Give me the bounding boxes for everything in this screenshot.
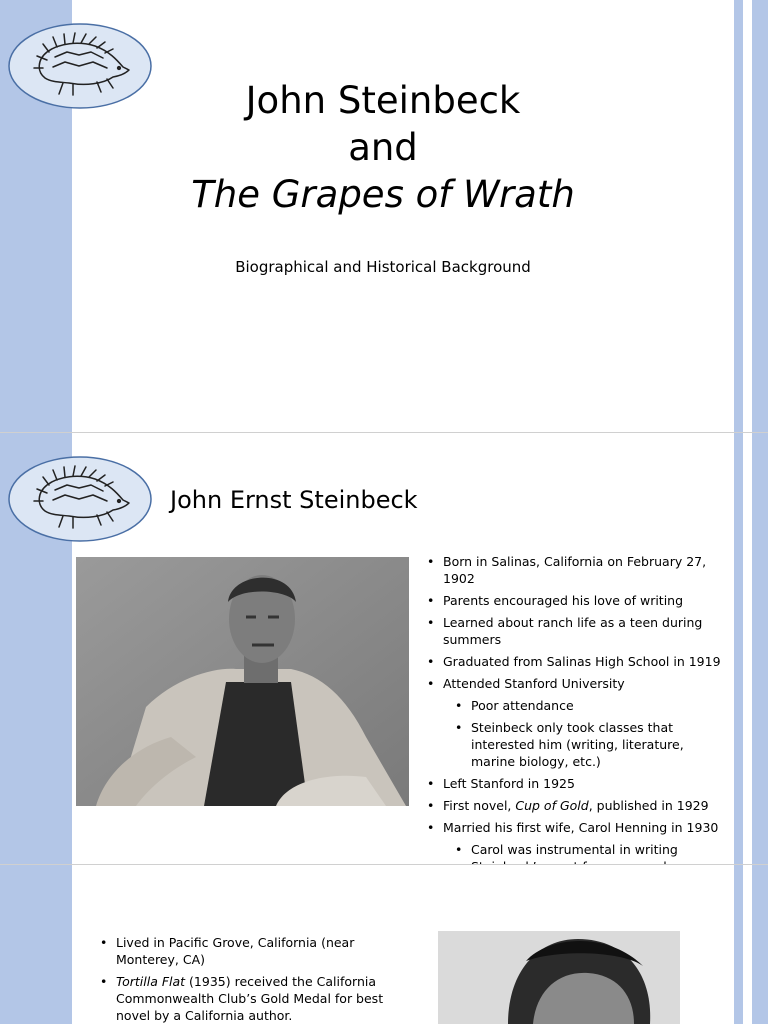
right-accent-band	[734, 865, 743, 1024]
steinbeck-photo	[76, 557, 409, 806]
right-accent-band-outer	[752, 0, 768, 432]
title-slide	[0, 0, 768, 432]
list-item: • Parents encouraged his love of writing	[423, 592, 728, 609]
list-item: • Learned about ranch life as a teen during summers	[423, 614, 728, 648]
hedgehog-logo-icon	[7, 455, 153, 543]
subtitle: Biographical and Historical Background	[235, 258, 531, 276]
left-accent-band	[0, 865, 72, 1024]
list-item: • Lived in Pacific Grove, California (near Monterey, CA)	[96, 934, 416, 968]
list-item: • Tortilla Flat (1935) received the California Commonwealth Club’s Gold Medal for best novel by a California author.	[96, 973, 416, 1024]
list-item: • Born in Salinas, California on February 27, 1902	[423, 553, 728, 587]
pacific-grove-bullet-list	[96, 934, 416, 1029]
biography-slide	[0, 433, 768, 864]
title-line-2: and	[348, 126, 418, 169]
list-item: • First novel, Cup of Gold, published in 1929	[423, 797, 728, 814]
right-accent-band-outer	[752, 865, 768, 1024]
right-accent-band-outer	[752, 433, 768, 864]
list-item: • Poor attendance	[423, 697, 728, 714]
list-item: • Married his first wife, Carol Henning in 1930	[423, 819, 728, 836]
list-item: • Attended Stanford University	[423, 675, 728, 692]
list-item: • Steinbeck only took classes that interested him (writing, literature, marine biology, etc.)	[423, 719, 728, 770]
steinbeck-portrait-photo	[438, 931, 680, 1024]
list-item: • Graduated from Salinas High School in 1919	[423, 653, 728, 670]
list-item: • Carol was instrumental in writing	[423, 841, 728, 875]
slide-heading: John Ernst Steinbeck	[170, 486, 418, 514]
right-accent-band	[734, 433, 743, 864]
title-line-3: The Grapes of Wrath	[191, 173, 575, 216]
right-accent-band	[734, 0, 743, 432]
list-item: • Left Stanford in 1925	[423, 775, 728, 792]
title-line-1: John Steinbeck	[245, 79, 521, 122]
pacific-grove-slide	[0, 865, 768, 1024]
biography-bullet-list	[423, 553, 728, 880]
